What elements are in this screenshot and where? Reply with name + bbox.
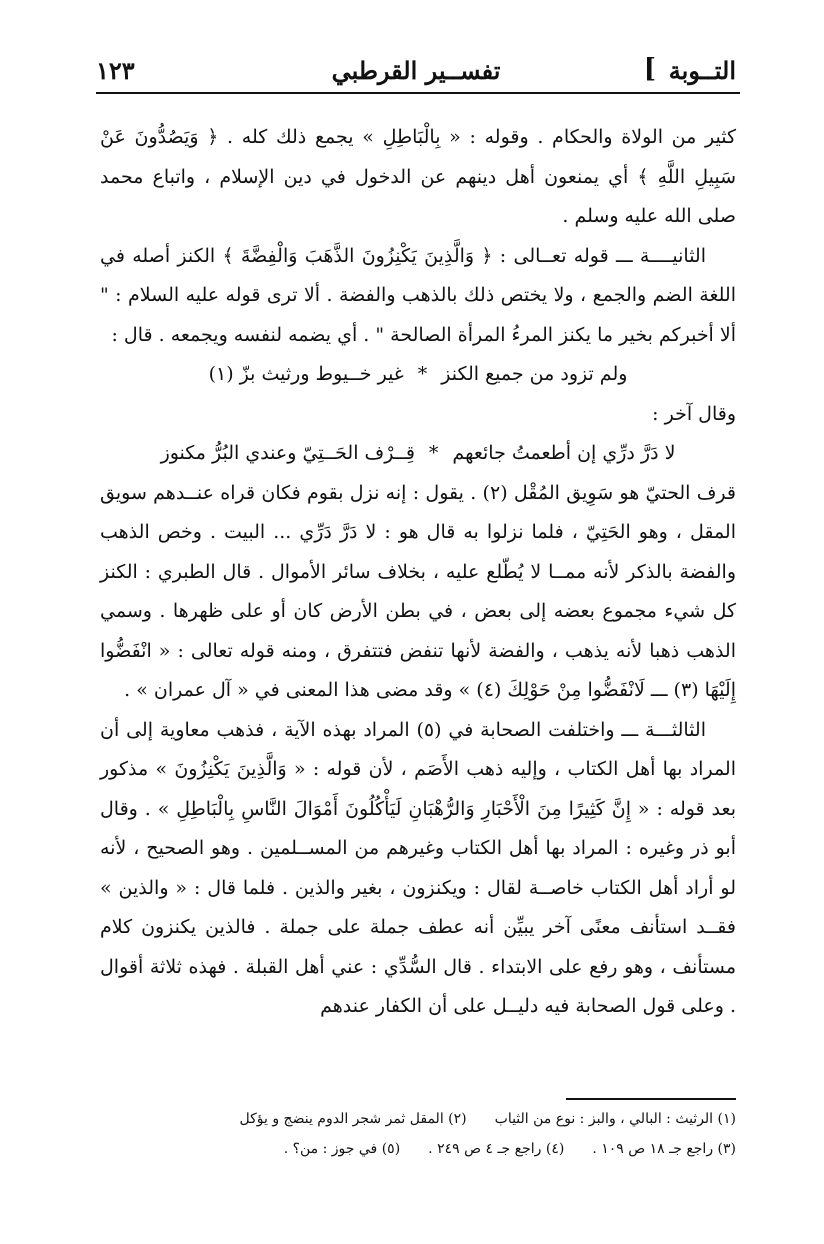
paragraph-1: كثير من الولاة والحكام . وقوله : « بِالْبَاطِلِ » يجمع ذلك كله . ﴿ وَيَصُدُّونَ عَنْ سَبِيلِ اللَّهِ ﴾ أي يمنعون أهل دينهم عن الدخول في دين الإسلام ، واتباع محمد صلى الله عليه وسلم .	[100, 126, 736, 227]
quote-intro-label: وقال آخر :	[652, 402, 736, 425]
footnote-2: (٢) المقل ثمر شجر الدوم ينضج و يؤكل	[239, 1111, 467, 1127]
footnote-5: (٥) في جوز : من؟ .	[283, 1141, 401, 1157]
header-page-number: ١٢٣	[96, 56, 135, 85]
poetry-verse-1	[100, 355, 736, 395]
header-book-title: تفســير القرطبي	[331, 56, 501, 85]
verse-1-second-hemistich: غير خــيوط ورثيث بزّ (١)	[208, 363, 404, 385]
footnote-3: (٣) راجع جـ ١٨ ص ١٠٩ .	[592, 1141, 736, 1157]
paragraph-4: الثالثـــة ـــ واختلفت الصحابة في (٥) المراد بهذه الآية ، فذهب معاوية إلى أن المراد بها أهل الكتاب ، وإليه ذهب الأَصَم ، لأن قوله : « وَالَّذِينَ يَكْنِزُونَ » مذكور بعد قوله : « إِنَّ كَثِيرًا مِنَ الْأَحْبَارِ وَالرُّهْبَانِ لَيَأْكُلُونَ أَمْوَالَ النَّاسِ بِالْبَاطِلِ » . وقال أبو ذر وغيره : المراد بها أهل الكتاب وغيرهم من المســلمين . وهو الصحيح ، لأنه لو أراد أهل الكتاب خاصــة لقال : ويكنزون ، بغير والذين . فلما قال : « والذين » فقــد استأنف معنًى آخر يبيِّن أنه عطف جملة على جملة . فالذين يكنزون كلام مستأنف ، وهو رفع على الابتداء . قال السُّدِّي : عني أهل القبلة . فهذه ثلاثة أقوال . وعلى قول الصحابة فيه دليــل على أن الكفار عندهم	[100, 718, 736, 1017]
footnote-4: (٤) راجع جـ ٤ ص ٢٤٩ .	[428, 1141, 565, 1157]
verse-2-separator: *	[428, 442, 439, 464]
footnote-row-2	[100, 1134, 736, 1164]
footnote-rule	[566, 1098, 736, 1100]
paragraph-3: قرف الحتيّ هو سَوِيق المُقْل (٢) . يقول : إنه نزل بقوم فكان قراه عنــدهم سويق المقل ، وهو الحَتِيّ ، فلما نزلوا به قال هو : لا دَرَّ دَرِّي ... البيت . وخص الذهب والفضة بالذكر لأنه ممــا لا يُطّلع عليه ، بخلاف سائر الأموال . قال الطبري : الكنز كل شيء مجموع بعضه إلى بعض ، في بطن الأرض كان أو على ظهرها . وسمي الذهب ذهبا لأنه يذهب ، والفضة لأنها تنفض فتتفرق ، ومنه قوله تعالى : « انْفَضُّوا إِلَيْهَا (٣) ـــ لَانْفَضُّوا مِنْ حَوْلِكَ (٤) » وقد مضى هذا المعنى في « آل عمران » .	[100, 481, 737, 701]
header-rule	[96, 92, 740, 94]
verse-1-separator: *	[417, 363, 428, 385]
verse-2-first-hemistich: لا دَرَّ درِّي إن أطعمتُ جائعهم	[452, 442, 676, 464]
main-text	[100, 118, 736, 1027]
paragraph-2: الثانيــــة ـــ قوله تعــالى : ﴿ وَالَّذِينَ يَكْنِزُونَ الذَّهَبَ وَالْفِضَّةَ ﴾ الكنز أصله في اللغة الضم والجمع ، ولا يختص ذلك بالذهب والفضة . ألا ترى قوله عليه السلام : " ألا أخبركم بخير ما يكنز المرءُ المرأة الصالحة " . أي يضمه لنفسه ويجمعه . قال :	[100, 244, 736, 346]
header-surah-name: التــوبة	[668, 56, 736, 85]
verse-2-second-hemistich: قِــرْف الحَــتِيّ وعندي البُرُّ مكنوز	[160, 442, 415, 464]
header-bracket: ]	[643, 54, 656, 84]
footnote-row-1	[100, 1104, 736, 1134]
footnotes	[100, 1104, 736, 1164]
footnote-1: (١) الرثيث : البالي ، والبز : نوع من الثياب	[494, 1111, 736, 1127]
verse-1-first-hemistich: ولم تزود من جميع الكنز	[441, 363, 628, 385]
poetry-verse-2	[100, 434, 736, 474]
running-header	[96, 52, 736, 92]
